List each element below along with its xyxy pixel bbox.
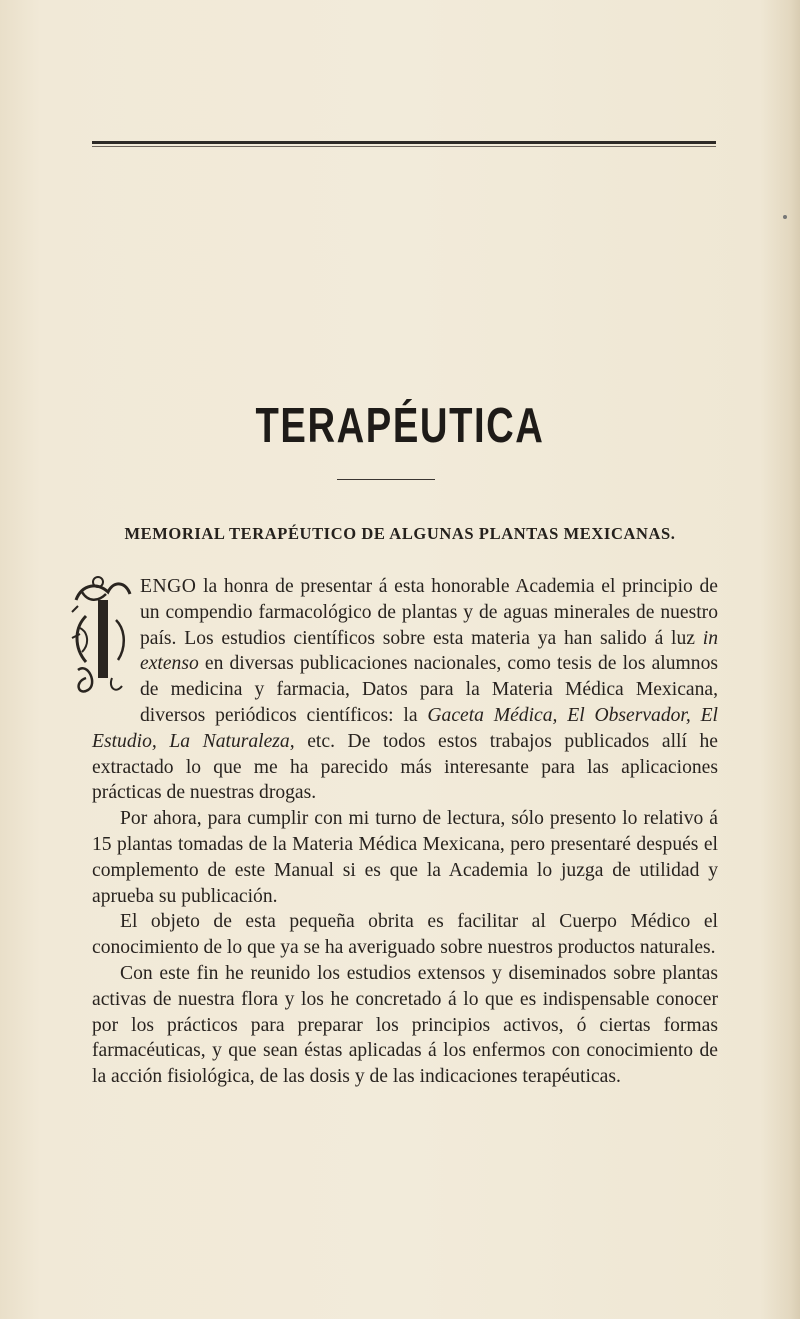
paragraph-1-italic-b: Gaceta Médica, El Observador, El Estudio, La Naturaleza,: [92, 704, 719, 752]
section-subtitle: MEMORIAL TERAPÉUTICO DE ALGUNAS PLANTAS MEXICANAS.: [124, 524, 676, 543]
paragraph-4: Con este fin he reunido los estudios extensos y diseminados sobre plantas activas de nuestra flora y los he concretado á lo que es indispensable conocer por los prácticos para preparar los principios activos, ó ciertas formas farmacéuticas, y que sean éstas aplicadas á los enfermos con conocimiento de la acción fisiológica, de las dosis y de las indicaciones terapéuticas.: [92, 962, 718, 1088]
paragraph-lead: ENGO: [140, 576, 197, 597]
paragraph-1: [92, 574, 718, 806]
paragraph-1-text-a: la honra de presentar á esta honorable Academia el principio de un compendio farmacológico de plantas y de aguas minerales de nuestro país. Los estudios científicos sobre esta materia ya han salido á luz: [140, 576, 718, 649]
page-title: TERAPÉUTICA: [255, 399, 545, 453]
specks: [783, 215, 787, 219]
ornamental-t-icon: [68, 572, 134, 702]
paragraph-1-text-c: etc. De todos estos trabajos publicados allí he extractado lo que me ha parecido más interesante para las aplicaciones prácticas de nuestras drogas.: [92, 730, 718, 804]
paragraph-2: Por ahora, para cumplir con mi turno de lectura, sólo presento lo relativo á 15 plantas tomadas de la Materia Médica Mexicana, pero presentaré después el complemento de este Manual si es que la Academia lo juzga de utilidad y aprueba su publicación.: [92, 808, 718, 907]
paragraph-3: El objeto de esta pequeña obrita es facilitar al Cuerpo Médico el conocimiento de lo que ya se ha averiguado sobre nuestros productos naturales.: [92, 911, 718, 959]
paragraph-1-text-b: en diversas publicaciones nacionales, como tesis de los alumnos de medicina y farmacia, Datos para la Materia Médica Mexicana, diversos periódicos científicos: la: [140, 653, 718, 726]
body-text: [92, 574, 718, 1090]
decorative-initial: [68, 580, 134, 704]
header-rule-thin: [92, 146, 716, 147]
title-rule: [337, 479, 435, 480]
paragraph-1-italic-a: in extenso: [140, 627, 718, 675]
header-rule: [92, 141, 716, 144]
